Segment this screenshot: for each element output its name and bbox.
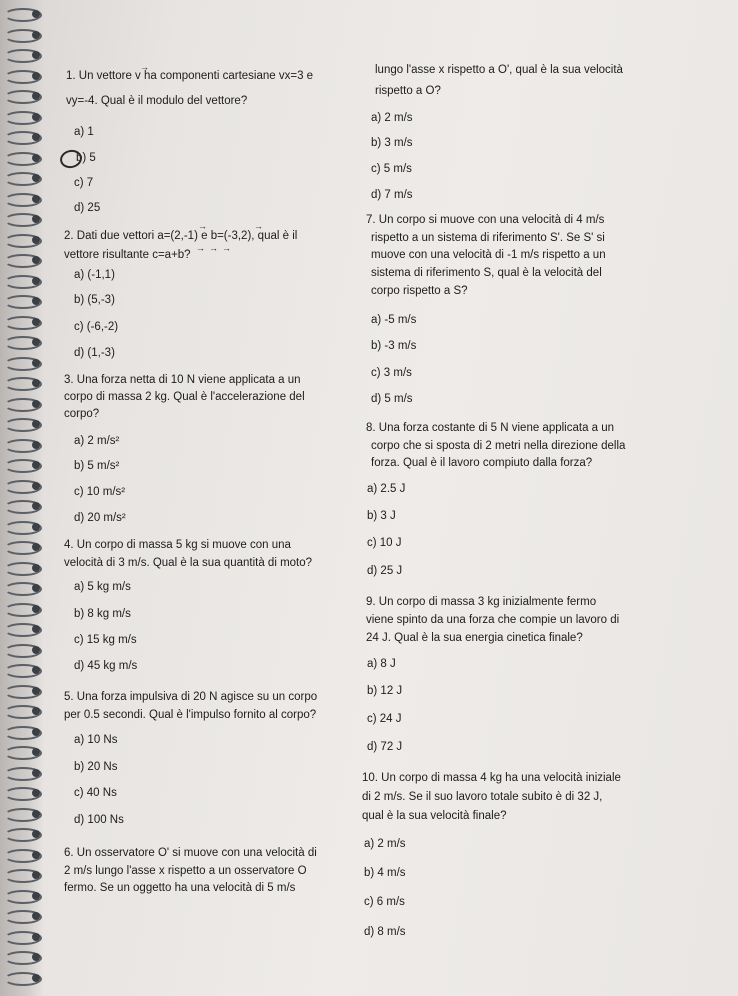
binding-hole <box>32 769 40 777</box>
q4-option-a: a) 5 kg m/s <box>74 581 131 593</box>
q1-option-c: c) 7 <box>74 177 94 189</box>
q3-option-d: d) 20 m/s² <box>74 512 126 524</box>
binding-hole <box>32 297 40 305</box>
q9-text-line1: 9. Un corpo di massa 3 kg inizialmente fermo <box>366 596 597 608</box>
binding-hole <box>32 953 40 961</box>
binding-hole <box>32 92 40 100</box>
binding-hole <box>32 10 40 18</box>
q6-text-line3: fermo. Se un oggetto ha una velocità di 5 m/s <box>64 882 296 894</box>
q4-text-line2: velocità di 3 m/s. Qual è la sua quantità di moto? <box>64 557 313 569</box>
binding-hole <box>32 625 40 633</box>
q9-option-c: c) 24 J <box>367 713 402 725</box>
binding-hole <box>32 338 40 346</box>
q1-option-a: a) 1 <box>74 126 94 138</box>
binding-hole <box>32 379 40 387</box>
binding-hole <box>32 871 40 879</box>
q8-text-line3: forza. Qual è il lavoro compiuto dalla forza? <box>371 457 593 469</box>
binding-hole <box>32 892 40 900</box>
q8-option-b: b) 3 J <box>367 510 396 522</box>
q1-text-line2: vy=-4. Qual è il modulo del vettore? <box>66 95 248 107</box>
vector-arrow-mark: →→→ <box>196 243 235 253</box>
binding-hole <box>32 154 40 162</box>
q10-option-c: c) 6 m/s <box>364 896 405 908</box>
q3-text-line2: corpo di massa 2 kg. Qual è l'accelerazione del <box>64 391 305 403</box>
q6-option-d: d) 7 m/s <box>371 189 413 201</box>
q9-option-b: b) 12 J <box>367 685 403 697</box>
q10-text-line2: di 2 m/s. Se il suo lavoro totale subito è di 32 J, <box>362 791 603 803</box>
q9-option-d: d) 72 J <box>367 741 403 753</box>
q7-option-c: c) 3 m/s <box>371 367 412 379</box>
binding-hole <box>32 974 40 982</box>
q5-option-a: a) 10 Ns <box>74 734 118 746</box>
q7-text-line3: muove con una velocità di -1 m/s rispetto a un <box>371 249 606 261</box>
q4-option-d: d) 45 kg m/s <box>74 660 138 672</box>
q9-text-line3: 24 J. Qual è la sua energia cinetica finale? <box>366 632 583 644</box>
binding-hole <box>32 502 40 510</box>
q1-text-line1: 1. Un vettore v ha componenti cartesiane vx=3 e <box>66 70 314 82</box>
q7-option-b: b) -3 m/s <box>371 340 417 352</box>
binding-hole <box>32 51 40 59</box>
binding-hole <box>32 482 40 490</box>
q7-text-line5: corpo rispetto a S? <box>371 285 468 297</box>
binding-hole <box>32 400 40 408</box>
q10-option-b: b) 4 m/s <box>364 867 406 879</box>
q2-text-line1: 2. Dati due vettori a=(2,-1) e b=(-3,2), qual è il <box>64 230 298 242</box>
q10-text-line3: qual è la sua velocità finale? <box>362 810 507 822</box>
q1-option-b: b) 5 <box>76 152 96 164</box>
q1-option-d: d) 25 <box>74 202 101 214</box>
binding-hole <box>32 277 40 285</box>
binding-hole <box>32 174 40 182</box>
binding-hole <box>32 215 40 223</box>
binding-hole <box>32 461 40 469</box>
q5-text-line2: per 0.5 secondi. Qual è l'impulso fornito al corpo? <box>64 709 317 721</box>
q6-option-c: c) 5 m/s <box>371 163 412 175</box>
q4-option-c: c) 15 kg m/s <box>74 634 137 646</box>
binding-hole <box>32 564 40 572</box>
q6-option-b: b) 3 m/s <box>371 137 413 149</box>
q7-option-d: d) 5 m/s <box>371 393 413 405</box>
q5-text-line1: 5. Una forza impulsiva di 20 N agisce su un corpo <box>64 691 318 703</box>
q6-option-a: a) 2 m/s <box>371 112 413 124</box>
q8-text-line1: 8. Una forza costante di 5 N viene applicata a un <box>366 422 615 434</box>
q8-text-line2: corpo che si sposta di 2 metri nella direzione della <box>371 440 626 452</box>
q3-option-a: a) 2 m/s² <box>74 435 120 447</box>
q5-option-b: b) 20 Ns <box>74 761 118 773</box>
q4-text-line1: 4. Un corpo di massa 5 kg si muove con una <box>64 539 291 551</box>
binding-hole <box>32 195 40 203</box>
q8-option-a: a) 2.5 J <box>367 483 406 495</box>
binding-hole <box>32 543 40 551</box>
q6-text-line4: lungo l'asse x rispetto a O', qual è la sua velocità <box>375 64 623 76</box>
q6-text-line1: 6. Un osservatore O' si muove con una velocità di <box>64 847 317 859</box>
binding-hole <box>32 420 40 428</box>
binding-hole <box>32 133 40 141</box>
q2-option-a: a) (-1,1) <box>74 269 115 281</box>
binding-hole <box>32 113 40 121</box>
binding-hole <box>32 72 40 80</box>
binding-hole <box>32 236 40 244</box>
binding-hole <box>32 318 40 326</box>
binding-hole <box>32 748 40 756</box>
binding-hole <box>32 256 40 264</box>
binding-hole <box>32 441 40 449</box>
q10-option-d: d) 8 m/s <box>364 926 406 938</box>
q3-option-b: b) 5 m/s² <box>74 460 120 472</box>
binding-hole <box>32 687 40 695</box>
q7-text-line1: 7. Un corpo si muove con una velocità di 4 m/s <box>366 214 605 226</box>
q4-option-b: b) 8 kg m/s <box>74 608 131 620</box>
q7-option-a: a) -5 m/s <box>371 314 417 326</box>
binding-hole <box>32 359 40 367</box>
q8-option-d: d) 25 J <box>367 565 403 577</box>
q6-text-line2: 2 m/s lungo l'asse x rispetto a un osservatore O <box>64 865 307 877</box>
binding-hole <box>32 707 40 715</box>
q3-option-c: c) 10 m/s² <box>74 486 126 498</box>
q3-text-line3: corpo? <box>64 408 100 420</box>
q9-option-a: a) 8 J <box>367 658 396 670</box>
notebook-spiral-binding <box>0 0 44 996</box>
q6-text-line5: rispetto a O? <box>375 85 441 97</box>
binding-hole <box>32 31 40 39</box>
binding-hole <box>32 728 40 736</box>
binding-hole <box>32 666 40 674</box>
q9-text-line2: viene spinto da una forza che compie un lavoro di <box>366 614 620 626</box>
binding-hole <box>32 851 40 859</box>
q7-text-line2: rispetto a un sistema di riferimento S'. Se S' si <box>371 232 605 244</box>
vector-arrow-mark: → <box>254 221 263 231</box>
q7-text-line4: sistema di riferimento S, qual è la velocità del <box>371 267 602 279</box>
binding-hole <box>32 933 40 941</box>
vector-arrow-mark: → <box>140 62 149 72</box>
binding-hole <box>32 646 40 654</box>
q2-option-d: d) (1,-3) <box>74 347 115 359</box>
q10-option-a: a) 2 m/s <box>364 838 406 850</box>
q2-option-c: c) (-6,-2) <box>74 321 119 333</box>
q5-option-d: d) 100 Ns <box>74 814 124 826</box>
binding-hole <box>32 810 40 818</box>
q2-option-b: b) (5,-3) <box>74 294 115 306</box>
binding-hole <box>32 605 40 613</box>
q5-option-c: c) 40 Ns <box>74 787 117 799</box>
binding-hole <box>32 789 40 797</box>
binding-hole <box>32 523 40 531</box>
binding-hole <box>32 584 40 592</box>
binding-hole <box>32 912 40 920</box>
q2-text-line2: vettore risultante c=a+b? <box>64 249 191 261</box>
binding-hole <box>32 830 40 838</box>
q8-option-c: c) 10 J <box>367 537 402 549</box>
vector-arrow-mark: → <box>198 221 207 231</box>
q10-text-line1: 10. Un corpo di massa 4 kg ha una velocità iniziale <box>362 772 621 784</box>
q3-text-line1: 3. Una forza netta di 10 N viene applicata a un <box>64 374 301 386</box>
